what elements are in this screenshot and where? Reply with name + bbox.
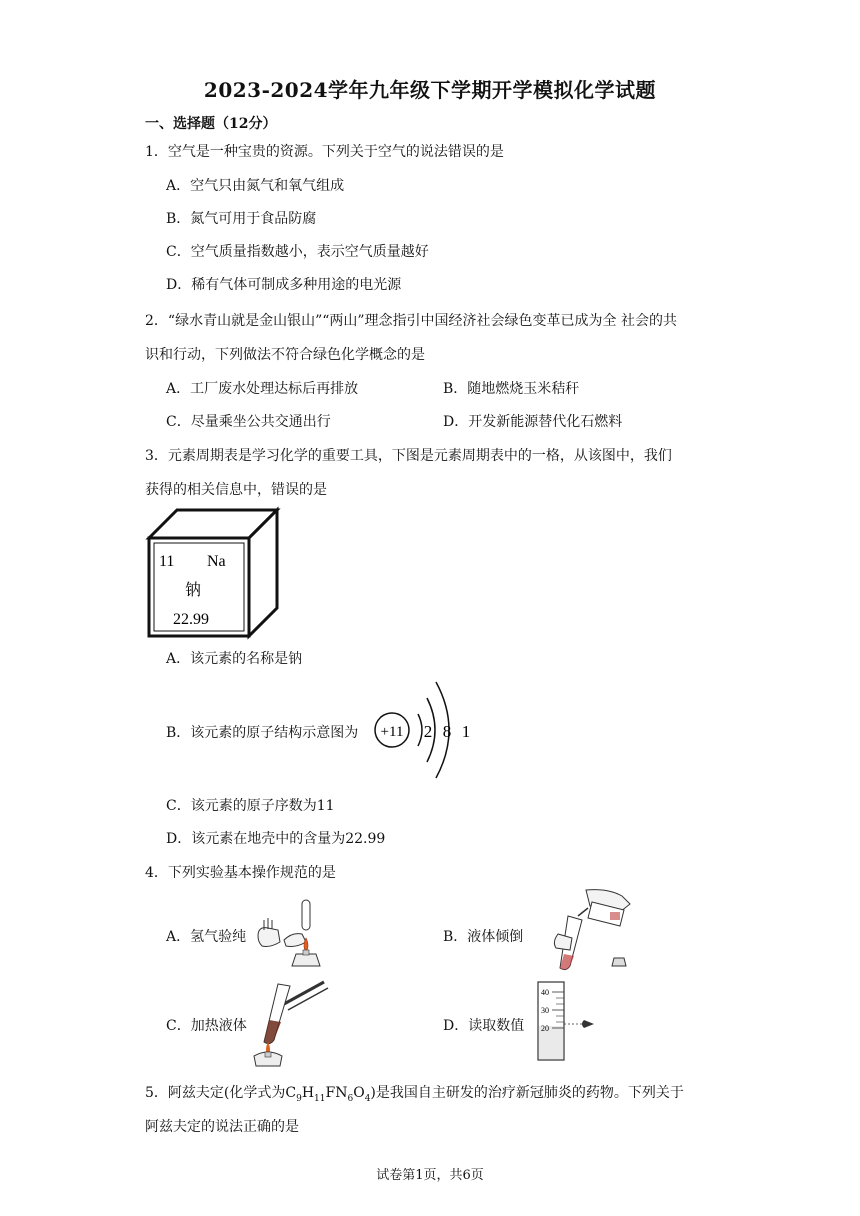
page-title: 2023-2024学年九年级下学期开学模拟化学试题 [203, 78, 657, 102]
question-1-stem: 1．空气是一种宝贵的资源。下列关于空气的说法错误的是 [145, 144, 504, 160]
question-3-stem-line2: 获得的相关信息中，错误的是 [145, 482, 327, 498]
question-5-stem-line1: 5．阿兹夫定(化学式为$C_9H_{11}FN_6O_4$)是我国自主研发的治疗新冠肺炎的药物。下列关于 [145, 1085, 684, 1104]
section-heading: 一、选择题（12分） [145, 116, 277, 132]
cell-element-name: 钠 [185, 582, 202, 599]
question-2-option-d: D．开发新能源替代化石燃料 [443, 414, 623, 430]
cell-atomic-mass: 22.99 [173, 611, 209, 628]
question-1-option-d: D．稀有气体可制成多种用途的电光源 [166, 277, 402, 293]
cell-symbol: Na [207, 553, 226, 570]
periodic-table-cell-figure [145, 506, 285, 640]
hydrogen-purity-test-figure [252, 896, 348, 968]
question-4-option-a: A．氢气验纯 [166, 929, 247, 945]
question-2-option-c: C．尽量乘坐公共交通出行 [166, 414, 331, 430]
question-5-stem-line2: 阿兹夫定的说法正确的是 [145, 1119, 299, 1135]
question-3-option-c: C．该元素的原子序数为11 [166, 798, 335, 814]
question-3-option-a: A．该元素的名称是钠 [166, 651, 303, 667]
question-4-stem: 4．下列实验基本操作规范的是 [145, 865, 336, 881]
atom-shell-3: 1 [461, 722, 471, 741]
question-4-option-d: D．读取数值 [443, 1018, 525, 1034]
question-1-option-b: B．氮气可用于食品防腐 [166, 211, 317, 227]
question-3-option-d: D．该元素在地壳中的含量为22.99 [166, 831, 386, 847]
question-3-stem-line1: 3．元素周期表是学习化学的重要工具，下图是元素周期表中的一格，从该图中，我们 [145, 448, 672, 464]
question-4-option-b: B．液体倾倒 [443, 929, 524, 945]
question-4-option-c: C．加热液体 [166, 1018, 247, 1034]
atom-shell-2: 8 [442, 722, 452, 741]
question-2-option-a: A．工厂废水处理达标后再排放 [166, 381, 359, 397]
heating-liquid-figure [250, 976, 330, 1068]
question-1-option-c: C．空气质量指数越小，表示空气质量越好 [166, 244, 429, 260]
eye-icon [582, 1020, 594, 1028]
atom-shell-1: 2 [423, 722, 433, 741]
cylinder-tick-20: 20 [541, 1024, 549, 1033]
cylinder-tick-30: 30 [541, 1006, 549, 1015]
question-2-stem-line2: 识和行动，下列做法不符合绿色化学概念的是 [145, 347, 425, 363]
page-footer: 试卷第1页，共6页 [376, 1168, 484, 1183]
cylinder-tick-40: 40 [541, 988, 549, 997]
question-2-stem-line1: 2．“绿水青山就是金山银山”“两山”理念指引中国经济社会绿色变革已成为全 社会的共 [145, 313, 677, 329]
question-1-option-a: A．空气只由氮气和氧气组成 [166, 178, 345, 194]
question-2-option-b: B．随地燃烧玉米秸秆 [443, 381, 580, 397]
cell-atomic-number: 11 [159, 553, 175, 570]
atomic-structure-diagram [372, 676, 477, 784]
atom-nucleus-label: +11 [380, 724, 404, 740]
question-3-option-b: B．该元素的原子结构示意图为 [166, 725, 359, 741]
liquid-pouring-figure [530, 886, 638, 976]
cylinder-reading-figure [534, 978, 598, 1064]
